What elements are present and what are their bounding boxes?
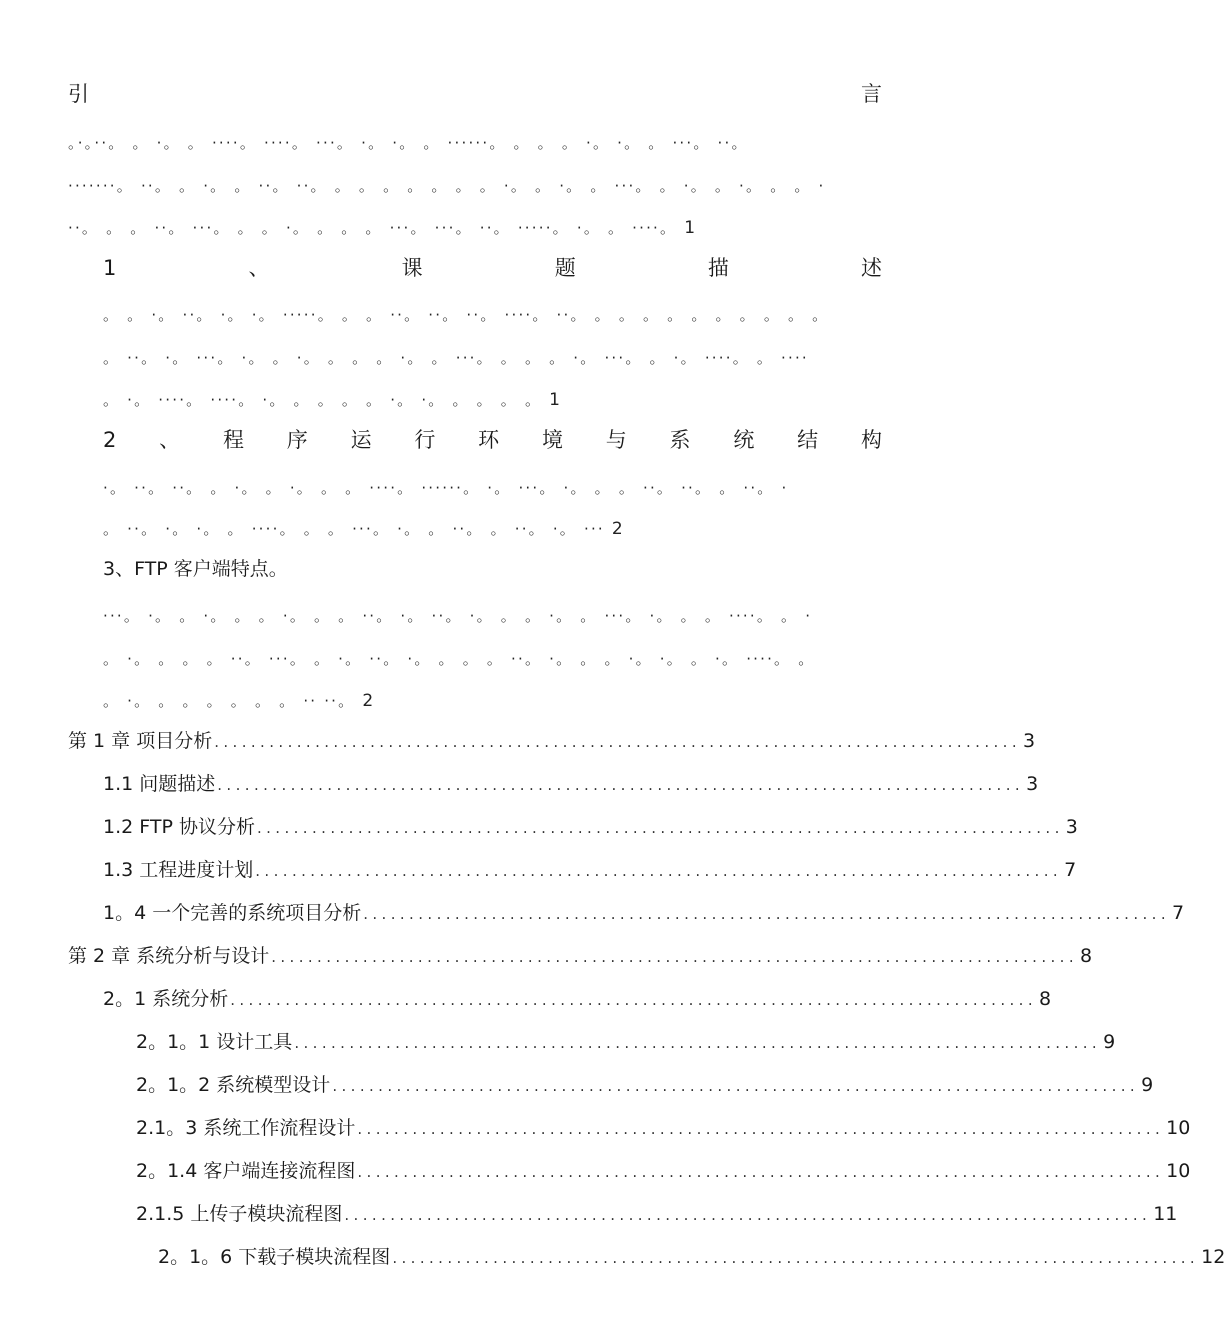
sec1-page-number: 1 bbox=[549, 390, 560, 410]
sec1-leader-2: 。 ··。 ·。 ···。 ·。 。 ·。 。 。 。 ·。 。 ···。 。 。 。 ·。 ···。 。 ·。 ····。 。 ···· bbox=[103, 349, 809, 367]
sec3-leader-3: 。 ·。 。 。 。 。 。 。 ·· ··。 2 bbox=[103, 691, 374, 711]
sec3-heading: 3、FTP 客户端特点。 bbox=[103, 558, 288, 580]
sec3-leader-1: ···。 ·。 。 ·。 。 。 ·。 。 。 ··。 ·。 ··。 ·。 。 。 ·。 。 ···。 ·。 。 。 ····。 。 · bbox=[103, 607, 813, 625]
toc-entry: 1.3 工程进度计划 ........................................................................................ 7 bbox=[103, 859, 1077, 881]
sec2-heading: 2 、 程 序 运 行 环 境 与 系 统 结 构 bbox=[103, 428, 882, 452]
toc-entry: 2。1 系统分析 ........................................................................................ 8 bbox=[103, 988, 1052, 1010]
toc-entry: 1.1 问题描述 ........................................................................................ 3 bbox=[103, 773, 1039, 795]
toc-entry: 第 1 章 项目分析 ........................................................................................ 3 bbox=[68, 730, 1036, 752]
toc-entry: 2.1.5 上传子模块流程图 ........................................................................................ 11 bbox=[136, 1203, 1178, 1225]
intro-right-char: 言 bbox=[861, 82, 882, 106]
sec2-page-number: 2 bbox=[611, 519, 623, 539]
sec1-leader-3: 。 ·。 ····。 ····。 ·。 。 。 。 。 ·。 ·。 。 。 。 。 1 bbox=[103, 390, 560, 410]
intro-leader-1: 。·。··。 。 ·。 。 ····。 ····。 ···。 ·。 ·。 。 ······。 。 。 。 ·。 ·。 。 ···。 ··。 bbox=[68, 134, 749, 152]
intro-leader-3: ··。 。 。 ··。 ···。 。 。 ·。 。 。 。 ···。 ···。 ··。 ·····。 ·。 。 ····。 1 bbox=[68, 218, 696, 238]
toc-entry: 2.1。3 系统工作流程设计 ........................................................................................ 10 bbox=[136, 1117, 1191, 1139]
sec3-leader-2: 。 ·。 。 。 。 ··。 ···。 。 ·。 ··。 ·。 。 。 。 ··。 ·。 。 。 ·。 ·。 。 ·。 ····。 。 bbox=[103, 650, 816, 668]
sec1-heading: 1 、 课 题 描 述 bbox=[103, 256, 882, 280]
sec2-leader-1: ·。 ··。 ··。 。 ·。 。 ·。 。 。 ····。 ······。 ·。 ···。 ·。 。 。 ··。 ··。 。 ··。 · bbox=[103, 479, 789, 497]
intro-heading bbox=[68, 80, 882, 108]
toc-entry: 2。1。6 下载子模块流程图 ........................................................................................ 12 bbox=[158, 1246, 1225, 1268]
toc-entry: 2。1.4 客户端连接流程图 ........................................................................................ 10 bbox=[136, 1160, 1191, 1182]
toc-entry: 2。1。1 设计工具 ........................................................................................ 9 bbox=[136, 1031, 1116, 1053]
toc-entry: 1。4 一个完善的系统项目分析 ........................................................................................ 7 bbox=[103, 902, 1185, 924]
sec3-page-number: 2 bbox=[362, 691, 374, 711]
intro-leader-2: ·······。 ··。 。 ·。 。 ··。 ··。 。 。 。 。 。 。 。 ·。 。 ·。 。 ···。 。 ·。 。 ·。 。 。 · bbox=[68, 177, 826, 195]
sec1-leader-1: 。 。 ·。 ··。 ·。 ·。 ·····。 。 。 ··。 ··。 ··。 ····。 ··。 。 。 。 。 。 。 。 。 。 。 bbox=[103, 306, 830, 324]
intro-left-char: 引 bbox=[68, 82, 89, 106]
toc-entry: 第 2 章 系统分析与设计 ........................................................................................ 8 bbox=[68, 945, 1093, 967]
toc-entry: 1.2 FTP 协议分析 ........................................................................................ 3 bbox=[103, 816, 1078, 838]
intro-page-number: 1 bbox=[684, 218, 696, 238]
sec2-leader-2: 。 ··。 ·。 ·。 。 ····。 。 。 ···。 ·。 。 ··。 。 ··。 ·。 ··· 2 bbox=[103, 519, 623, 539]
toc-entry: 2。1。2 系统模型设计 ........................................................................................ 9 bbox=[136, 1074, 1154, 1096]
